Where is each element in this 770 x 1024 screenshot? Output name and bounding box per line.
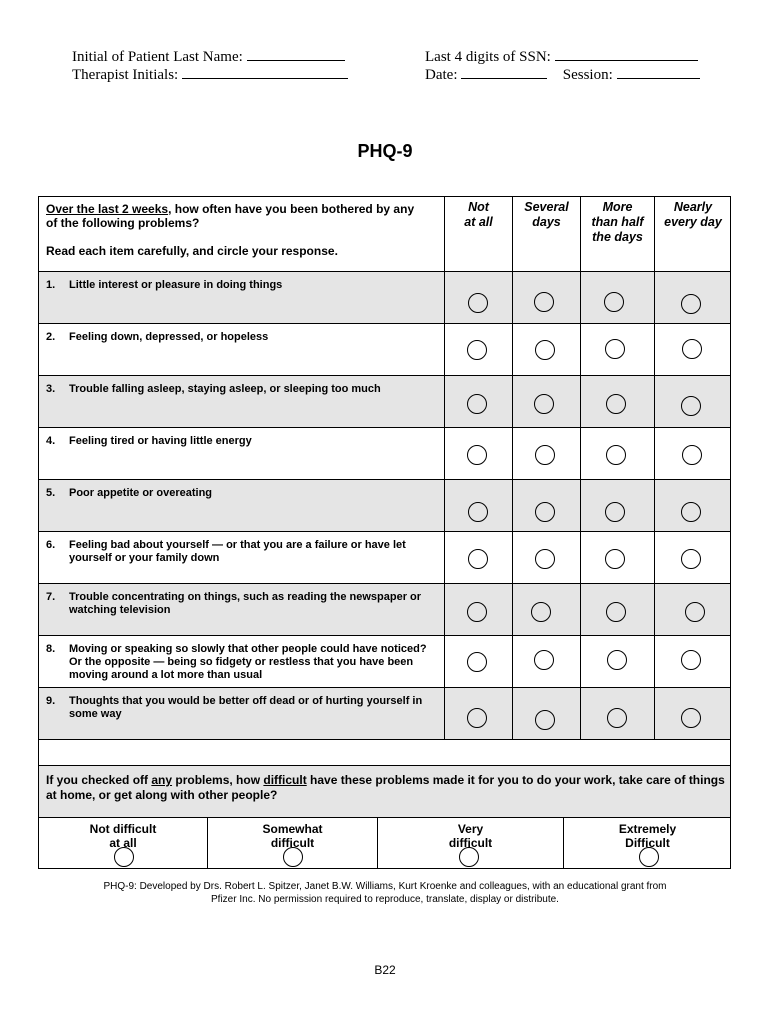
ssn-line[interactable]: [555, 47, 698, 61]
item-3-not-at-all-circle[interactable]: [467, 394, 487, 414]
difficulty-question-any: any: [151, 773, 173, 787]
item-number: 4.: [46, 435, 56, 447]
item-8-not-at-all-circle[interactable]: [467, 652, 487, 672]
item-5-nearly-every-day-circle[interactable]: [681, 502, 701, 522]
ssn-label: Last 4 digits of SSN:: [425, 49, 551, 65]
item-text: Trouble falling asleep, staying asleep, or sleeping too much: [69, 383, 381, 395]
option-label: Very: [457, 822, 484, 836]
ssn-field[interactable]: [425, 47, 698, 66]
item-5-several-days-circle[interactable]: [535, 502, 555, 522]
item-number: 3.: [46, 383, 56, 395]
difficulty-question-part: If you checked off: [46, 773, 152, 787]
item-7-not-at-all-circle[interactable]: [467, 602, 487, 622]
instructions-line3: Read each item carefully, and circle your response.: [46, 244, 338, 258]
item-8-several-days-circle[interactable]: [534, 650, 554, 670]
item-6-more-than-half-circle[interactable]: [605, 549, 625, 569]
therapist-initials-label: Therapist Initials:: [72, 67, 179, 83]
therapist-initials-field[interactable]: [72, 65, 348, 84]
option-label: Extremely: [618, 822, 677, 836]
item-4-several-days-circle[interactable]: [535, 445, 555, 465]
difficulty-question-line2: at home, or get along with other people?: [46, 788, 278, 802]
very-difficult-circle[interactable]: [459, 847, 479, 867]
table-row: [39, 584, 730, 636]
item-number: 1.: [46, 279, 56, 291]
item-number: 8.: [46, 643, 56, 655]
column-header-line: every day: [664, 215, 722, 229]
option-label: Somewhat: [262, 822, 323, 836]
item-9-several-days-circle[interactable]: [535, 710, 555, 730]
column-header-more-than-half: [580, 197, 654, 271]
instructions-period: Over the last 2 weeks: [46, 202, 169, 216]
table-row: [39, 480, 730, 532]
difficulty-question-part: have these problems made it for you to do your work, take care of things: [306, 773, 725, 787]
item-9-nearly-every-day-circle[interactable]: [681, 708, 701, 728]
item-8-nearly-every-day-circle[interactable]: [681, 650, 701, 670]
difficulty-question: [39, 766, 730, 803]
table-row: [39, 272, 730, 324]
page-title: PHQ-9: [357, 141, 413, 161]
item-text: Thoughts that you would be better off dead or of hurting yourself in some way: [69, 695, 423, 720]
footer-line2: Pfizer Inc. No permission required to reproduce, translate, display or distribute.: [211, 894, 559, 905]
column-header-nearly-every-day: [654, 197, 731, 271]
column-header-line: Not: [468, 200, 489, 214]
item-number: 9.: [46, 695, 56, 707]
column-header-line: More: [602, 200, 633, 214]
instructions-line2: of the following problems?: [46, 216, 200, 230]
somewhat-difficult-circle[interactable]: [283, 847, 303, 867]
item-4-nearly-every-day-circle[interactable]: [682, 445, 702, 465]
item-text: Feeling down, depressed, or hopeless: [69, 331, 269, 343]
item-2-nearly-every-day-circle[interactable]: [682, 339, 702, 359]
item-3-nearly-every-day-circle[interactable]: [681, 396, 701, 416]
table-row: [39, 324, 730, 376]
option-label: Difficult: [625, 836, 670, 850]
table-row: [39, 532, 730, 584]
table-row: [39, 636, 730, 688]
item-1-more-than-half-circle[interactable]: [604, 292, 624, 312]
column-header-line: Nearly: [673, 200, 713, 214]
column-header-several-days: [512, 197, 580, 271]
table-row: [39, 688, 730, 740]
column-header-line: days: [532, 215, 561, 229]
item-number: 5.: [46, 487, 56, 499]
item-number: 6.: [46, 539, 56, 551]
date-session-field[interactable]: [425, 65, 700, 84]
item-1-not-at-all-circle[interactable]: [468, 293, 488, 313]
item-5-not-at-all-circle[interactable]: [468, 502, 488, 522]
difficulty-question-difficult: difficult: [263, 773, 307, 787]
column-header-not-at-all: [444, 197, 512, 271]
item-text: Feeling bad about yourself — or that you are a failure or have let yourself or your family down: [69, 539, 406, 564]
spacer-row: [39, 740, 730, 766]
table-header-row: [39, 197, 730, 272]
item-1-nearly-every-day-circle[interactable]: [681, 294, 701, 314]
phq9-table: [38, 196, 731, 869]
item-text: Poor appetite or overeating: [69, 487, 213, 499]
item-4-more-than-half-circle[interactable]: [606, 445, 626, 465]
item-7-more-than-half-circle[interactable]: [606, 602, 626, 622]
footer-line1: PHQ-9: Developed by Drs. Robert L. Spitzer, Janet B.W. Williams, Kurt Kroenke and colleagues, with an educational grant from: [103, 881, 667, 892]
item-2-more-than-half-circle[interactable]: [605, 339, 625, 359]
option-label: at all: [109, 836, 137, 850]
page-number: B22: [374, 963, 396, 977]
item-text: Trouble concentrating on things, such as reading the newspaper or watching television: [69, 591, 422, 616]
item-7-several-days-circle[interactable]: [531, 602, 551, 622]
item-6-nearly-every-day-circle[interactable]: [681, 549, 701, 569]
therapist-initials-line[interactable]: [182, 65, 348, 79]
item-3-more-than-half-circle[interactable]: [606, 394, 626, 414]
item-9-more-than-half-circle[interactable]: [607, 708, 627, 728]
item-3-several-days-circle[interactable]: [534, 394, 554, 414]
instructions-line1: , how often have you been bothered by any: [168, 202, 415, 216]
item-9-not-at-all-circle[interactable]: [467, 708, 487, 728]
item-6-several-days-circle[interactable]: [535, 549, 555, 569]
patient-last-name-line[interactable]: [247, 47, 345, 61]
column-header-line: the days: [592, 230, 643, 244]
item-number: 2.: [46, 331, 56, 343]
option-label: Not difficult: [89, 822, 157, 836]
footer-credit: [0, 880, 770, 906]
date-line[interactable]: [461, 65, 547, 79]
item-1-several-days-circle[interactable]: [534, 292, 554, 312]
item-2-several-days-circle[interactable]: [535, 340, 555, 360]
difficulty-question-part: problems, how: [172, 773, 264, 787]
instructions: [39, 197, 444, 271]
item-text: Feeling tired or having little energy: [69, 435, 252, 447]
column-header-line: than half: [591, 215, 644, 229]
date-label: Date:: [425, 67, 458, 83]
item-8-more-than-half-circle[interactable]: [607, 650, 627, 670]
table-row: [39, 428, 730, 480]
item-4-not-at-all-circle[interactable]: [467, 445, 487, 465]
extremely-difficult-circle[interactable]: [639, 847, 659, 867]
item-7-nearly-every-day-circle[interactable]: [685, 602, 705, 622]
difficulty-question-row: [39, 766, 730, 818]
item-2-not-at-all-circle[interactable]: [467, 340, 487, 360]
not-difficult-circle[interactable]: [114, 847, 134, 867]
column-header-line: Several: [524, 200, 569, 214]
patient-last-name-label: Initial of Patient Last Name:: [72, 49, 243, 65]
column-header-line: at all: [464, 215, 493, 229]
session-line[interactable]: [617, 65, 700, 79]
option-label: difficult: [448, 836, 493, 850]
difficulty-options-row: [39, 818, 730, 868]
session-label: Session:: [562, 67, 613, 83]
item-text: Moving or speaking so slowly that other people could have noticed? Or the opposite — being so fidgety or restless that you have been moving around a lot more than usual: [69, 643, 427, 681]
option-label: difficult: [270, 836, 315, 850]
item-text: Little interest or pleasure in doing things: [69, 279, 283, 291]
item-number: 7.: [46, 591, 56, 603]
item-6-not-at-all-circle[interactable]: [468, 549, 488, 569]
table-row: [39, 376, 730, 428]
item-5-more-than-half-circle[interactable]: [605, 502, 625, 522]
patient-last-name-field[interactable]: [72, 47, 345, 66]
